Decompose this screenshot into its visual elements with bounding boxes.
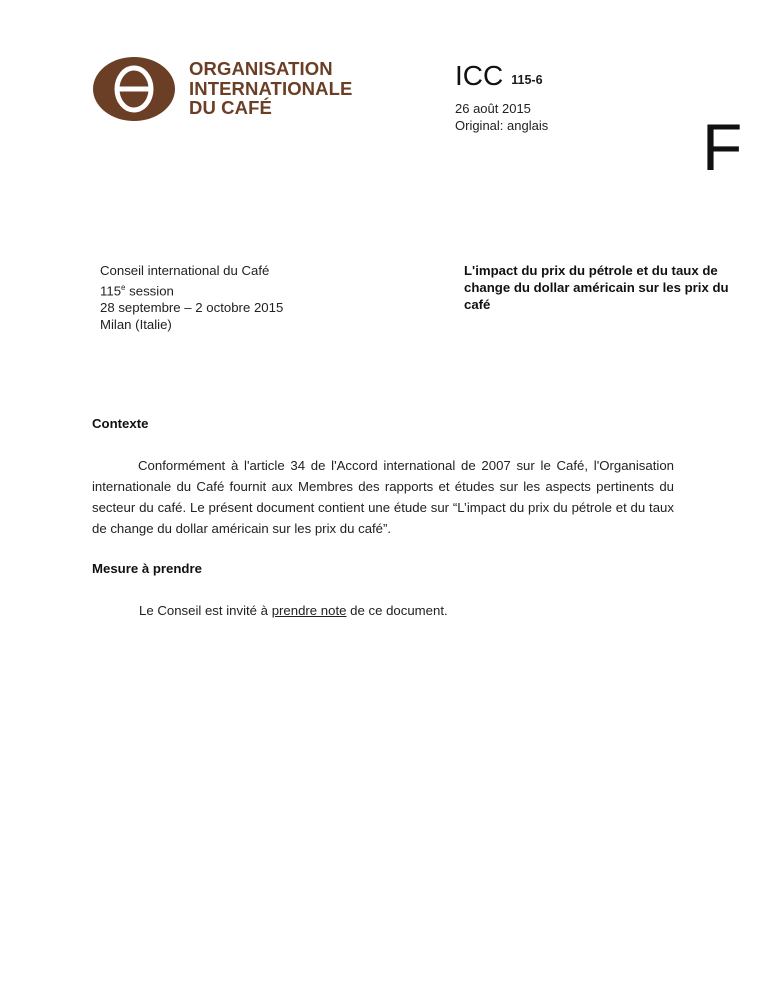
session-line: [100, 279, 283, 299]
original-language: Original: anglais: [455, 118, 549, 133]
action-text-after: de ce document.: [346, 603, 448, 618]
action-text: [139, 603, 448, 618]
org-name-line-2: INTERNATIONALE: [189, 77, 353, 99]
session-word: session: [125, 283, 174, 299]
document-reference: [455, 60, 543, 92]
document-title: L'impact du prix du pétrole et du taux de change du dollar américain sur les prix du café: [464, 263, 729, 312]
action-text-before: Le Conseil est invité à: [139, 603, 272, 618]
session-suffix: e: [121, 283, 126, 292]
session-number: 115: [100, 283, 122, 299]
meeting-dates: 28 septembre – 2 octobre 2015: [100, 300, 284, 316]
ico-coffee-bean-logo: [92, 56, 176, 122]
context-paragraph: Conformément à l'article 34 de l'Accord international de 2007 sur le Café, l'Organisation internationale du Café fournit aux Membres des rapports et études sur les aspects pertinents du secteur du café. Le présent document contient une étude sur “L’impact du prix du pétrole et du taux de change du dollar américain sur les prix du café”.: [92, 458, 674, 536]
doc-number: 115-6: [511, 73, 543, 87]
council-name: Conseil international du Café: [100, 263, 270, 278]
doc-prefix: ICC: [455, 60, 504, 91]
meeting-location: Milan (Italie): [100, 317, 172, 333]
org-name-line-1: ORGANISATION: [189, 58, 333, 79]
document-date: 26 août 2015: [455, 101, 531, 116]
action-heading: Mesure à prendre: [92, 561, 202, 576]
language-letter: F: [702, 110, 743, 184]
context-heading: Contexte: [92, 416, 149, 431]
org-name-line-3: DU CAFÉ: [189, 97, 272, 118]
document-date-block: [455, 100, 548, 134]
action-underlined: prendre note: [271, 603, 347, 618]
organization-name: [189, 59, 352, 118]
meeting-info: [100, 262, 283, 333]
